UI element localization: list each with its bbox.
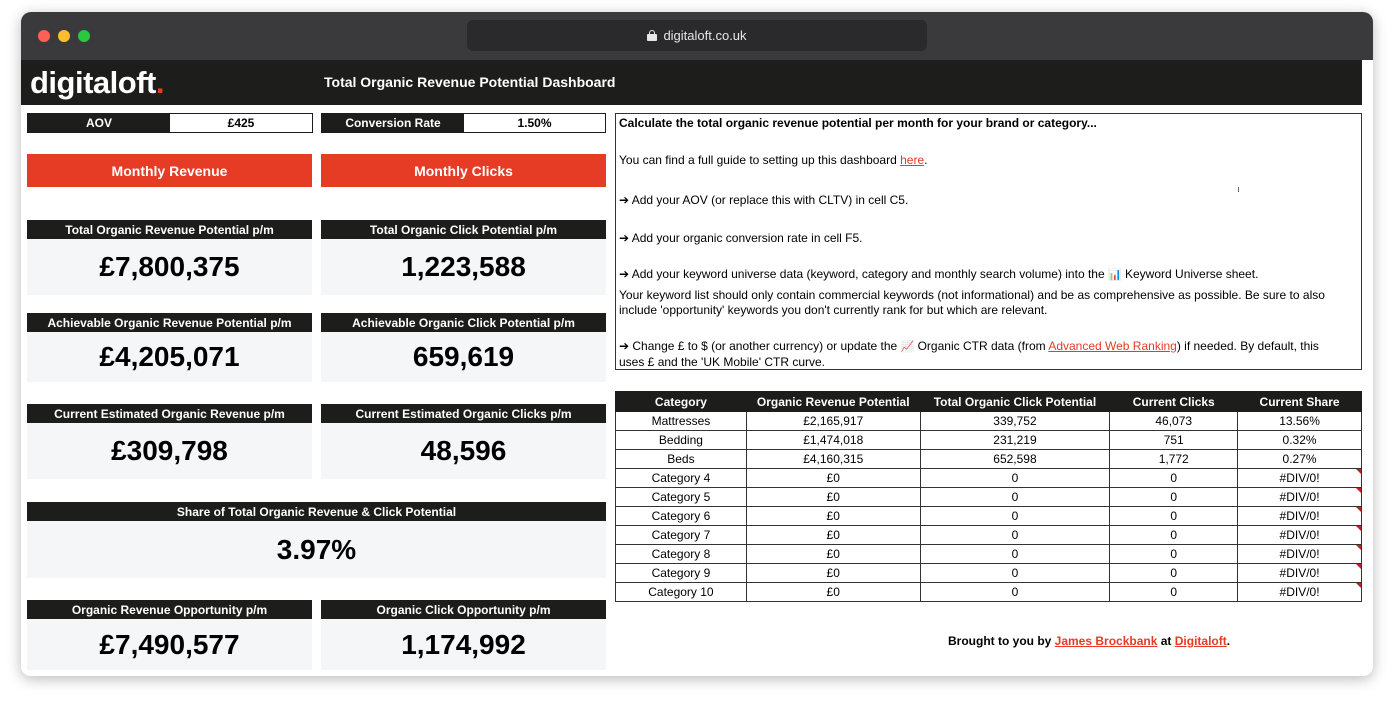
keyword-note: Your keyword list should only contain commercial keywords (not informational) and be as comprehensive as possible. Be sure to also include 'opportunity' keywords you don't currently rank for but which are relevant. (619, 288, 1325, 317)
table-cell[interactable]: 0 (920, 469, 1110, 488)
table-row (616, 412, 1362, 431)
guide-link[interactable]: here (900, 153, 925, 167)
table-cell[interactable]: 0 (1110, 469, 1238, 488)
table-row (616, 564, 1362, 583)
table-cell[interactable]: £0 (746, 469, 920, 488)
address-bar-url: digitaloft.co.uk (663, 28, 747, 43)
kpi-value: 1,174,992 (321, 619, 606, 670)
table-cell[interactable]: £0 (746, 488, 920, 507)
kpi-value: 1,223,588 (321, 239, 606, 295)
table-cell[interactable]: #DIV/0! (1238, 469, 1362, 488)
table-cell[interactable]: 0 (920, 545, 1110, 564)
table-cell[interactable]: Category 9 (616, 564, 747, 583)
company-link[interactable]: Digitaloft (1174, 634, 1227, 648)
table-cell[interactable]: 0 (1110, 526, 1238, 545)
table-row (616, 469, 1362, 488)
kpi-value: £7,490,577 (27, 619, 312, 670)
category-table (615, 391, 1362, 602)
dashboard-sheet (21, 60, 1373, 676)
maximize-window-button[interactable] (78, 30, 90, 42)
instructions-panel (615, 113, 1362, 370)
table-cell[interactable]: Category 8 (616, 545, 747, 564)
column-header: Organic Revenue Potential (746, 392, 920, 412)
page-title: Total Organic Revenue Potential Dashboard (324, 74, 616, 90)
column-header: Total Organic Click Potential (920, 392, 1110, 412)
table-cell[interactable]: £1,474,018 (746, 431, 920, 450)
table-cell[interactable]: 0 (920, 488, 1110, 507)
column-header: Current Clicks (1110, 392, 1238, 412)
credit-line: Brought to you by James Brockbank at Digitaloft. (948, 634, 1231, 648)
table-cell[interactable]: 46,073 (1110, 412, 1238, 431)
table-cell[interactable]: #DIV/0! (1238, 564, 1362, 583)
browser-window (21, 12, 1373, 676)
table-cell[interactable]: 1,772 (1110, 450, 1238, 469)
kpi-label: Current Estimated Organic Revenue p/m (27, 404, 312, 423)
table-row (616, 526, 1362, 545)
table-header-row (616, 392, 1362, 412)
table-cell[interactable]: 13.56% (1238, 412, 1362, 431)
aov-input-row (27, 113, 313, 133)
table-cell[interactable]: 339,752 (920, 412, 1110, 431)
table-cell[interactable]: 0.32% (1238, 431, 1362, 450)
step-conversion: ➔ Add your organic conversion rate in cell F5. (619, 231, 863, 245)
table-row (616, 507, 1362, 526)
kpi-label: Achievable Organic Click Potential p/m (321, 313, 606, 332)
kpi-label: Total Organic Click Potential p/m (321, 220, 606, 239)
line-chart-icon: 📈 (900, 341, 915, 353)
table-row (616, 431, 1362, 450)
conversion-input-row (321, 113, 606, 133)
kpi-value: 3.97% (27, 521, 606, 578)
table-row (616, 488, 1362, 507)
table-cell[interactable]: 0 (1110, 488, 1238, 507)
table-cell[interactable]: 0.27% (1238, 450, 1362, 469)
table-cell[interactable]: £0 (746, 545, 920, 564)
table-cell[interactable]: 0 (1110, 507, 1238, 526)
kpi-label: Share of Total Organic Revenue & Click Potential (27, 502, 606, 521)
cell-marker (1238, 187, 1239, 192)
table-cell[interactable]: #DIV/0! (1238, 507, 1362, 526)
monthly-clicks-button[interactable]: Monthly Clicks (321, 154, 606, 187)
table-cell[interactable]: Category 10 (616, 583, 747, 602)
conversion-rate-label: Conversion Rate (322, 114, 464, 132)
table-row (616, 450, 1362, 469)
kpi-value: £7,800,375 (27, 239, 312, 295)
browser-titlebar (21, 12, 1373, 60)
kpi-label: Total Organic Revenue Potential p/m (27, 220, 312, 239)
table-cell[interactable]: Category 4 (616, 469, 747, 488)
table-cell[interactable]: 751 (1110, 431, 1238, 450)
table-cell[interactable]: £0 (746, 583, 920, 602)
table-cell[interactable]: Category 7 (616, 526, 747, 545)
table-cell[interactable]: #DIV/0! (1238, 545, 1362, 564)
table-cell[interactable]: 0 (920, 564, 1110, 583)
kpi-value: £4,205,071 (27, 332, 312, 382)
table-cell[interactable]: £4,160,315 (746, 450, 920, 469)
author-link[interactable]: James Brockbank (1054, 634, 1158, 648)
table-cell[interactable]: #DIV/0! (1238, 526, 1362, 545)
kpi-label: Organic Revenue Opportunity p/m (27, 600, 312, 619)
dashboard-header (21, 60, 1362, 105)
table-cell[interactable]: 231,219 (920, 431, 1110, 450)
table-cell[interactable]: 0 (920, 526, 1110, 545)
table-cell[interactable]: £0 (746, 564, 920, 583)
close-window-button[interactable] (38, 30, 50, 42)
lock-icon (647, 30, 657, 41)
table-cell[interactable]: £2,165,917 (746, 412, 920, 431)
table-cell[interactable]: £0 (746, 507, 920, 526)
kpi-value: £309,798 (27, 423, 312, 479)
column-header: Category (616, 392, 747, 412)
step-aov: ➔ Add your AOV (or replace this with CLTV) in cell C5. (619, 193, 909, 207)
address-bar[interactable] (467, 20, 927, 51)
step-ctr: ➔ Change £ to $ (or another currency) or update the 📈 Organic CTR data (from Advanced Web Ranking) if needed. By default, this uses £ and the 'UK Mobile' CTR curve. (619, 339, 1319, 369)
table-row (616, 545, 1362, 564)
minimize-window-button[interactable] (58, 30, 70, 42)
table-cell[interactable]: £0 (746, 526, 920, 545)
conversion-rate-input[interactable]: 1.50% (464, 114, 605, 132)
table-cell[interactable]: Category 6 (616, 507, 747, 526)
monthly-revenue-button[interactable]: Monthly Revenue (27, 154, 312, 187)
table-cell[interactable]: 0 (1110, 583, 1238, 602)
table-row (616, 583, 1362, 602)
table-cell[interactable]: Mattresses (616, 412, 747, 431)
bar-chart-icon: 📊 (1107, 269, 1122, 281)
step-keywords: ➔ Add your keyword universe data (keyword, category and monthly search volume) into the 📊 Keyword Universe sheet. (619, 267, 1259, 281)
instructions-heading: Calculate the total organic revenue potential per month for your brand or category... (619, 116, 1097, 130)
aov-input[interactable]: £425 (170, 114, 312, 132)
kpi-label: Current Estimated Organic Clicks p/m (321, 404, 606, 423)
table-cell[interactable]: #DIV/0! (1238, 583, 1362, 602)
table-cell[interactable]: 652,598 (920, 450, 1110, 469)
kpi-value: 659,619 (321, 332, 606, 382)
table-cell[interactable]: 0 (1110, 564, 1238, 583)
column-header: Current Share (1238, 392, 1362, 412)
kpi-value: 48,596 (321, 423, 606, 479)
table-cell[interactable]: 0 (920, 583, 1110, 602)
table-cell[interactable]: Beds (616, 450, 747, 469)
advanced-web-ranking-link[interactable]: Advanced Web Ranking (1048, 339, 1177, 353)
aov-label: AOV (28, 114, 170, 132)
table-cell[interactable]: #DIV/0! (1238, 488, 1362, 507)
kpi-label: Organic Click Opportunity p/m (321, 600, 606, 619)
table-cell[interactable]: 0 (1110, 545, 1238, 564)
kpi-label: Achievable Organic Revenue Potential p/m (27, 313, 312, 332)
table-cell[interactable]: 0 (920, 507, 1110, 526)
table-cell[interactable]: Category 5 (616, 488, 747, 507)
guide-line: You can find a full guide to setting up this dashboard here. (619, 153, 928, 167)
digitaloft-logo: digitaloft. (30, 65, 164, 100)
table-cell[interactable]: Bedding (616, 431, 747, 450)
